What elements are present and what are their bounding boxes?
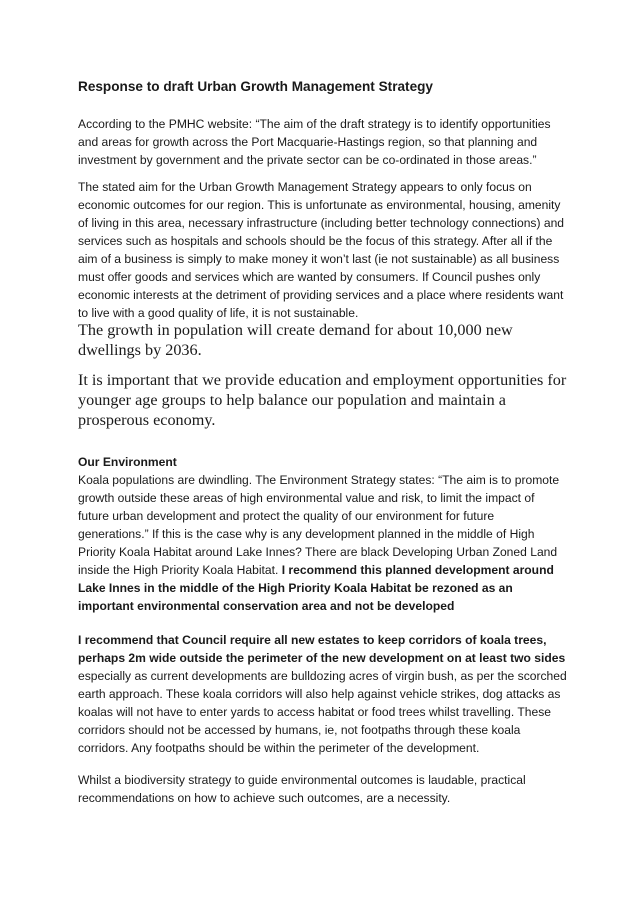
paragraph-koala-populations — [78, 471, 568, 615]
section-heading-environment: Our Environment — [78, 455, 177, 469]
paragraph-koala-corridors — [78, 631, 568, 757]
paragraph-population-growth: The growth in population will create demand for about 10,000 new dwellings by 2036. — [78, 321, 513, 359]
rezoning-recommendation: I recommend this planned development around Lake Innes in the middle of the High Priority Koala Habitat be rezoned as an important environmental conservation area and not be developed — [78, 563, 554, 613]
paragraph-education-employment: It is important that we provide education and employment opportunities for younger age groups to help balance our population and maintain a prosperous economy. — [78, 371, 567, 429]
koala-populations-text: Koala populations are dwindling. The Environment Strategy states: “The aim is to promote growth outside these areas of high environmental value and risk, to limit the impact of future urban development and protect the quality of our environment for future generations.” If this is the case why is any development planned in the middle of High Priority Koala Habitat around Lake Innes? There are black Developing Urban Zoned Land inside the High Priority Koala Habitat. — [78, 473, 560, 577]
document-title: Response to draft Urban Growth Management Strategy — [78, 79, 433, 94]
koala-corridors-text: especially as current developments are bulldozing acres of virgin bush, as per the scorched earth approach. These koala corridors will also help against vehicle strikes, dog attacks as koalas will not have to enter yards to access habitat or food trees whilst travelling. These corridors should not be accessed by humans, ie, not footpaths through these koala corridors. Any footpaths should be within the perimeter of the development. — [78, 669, 567, 755]
paragraph-biodiversity-strategy: Whilst a biodiversity strategy to guide environmental outcomes is laudable, practical recommendations on how to achieve such outcomes, are a necessity. — [78, 773, 526, 805]
corridor-recommendation: I recommend that Council require all new estates to keep corridors of koala trees, perhaps 2m wide outside the perimeter of the new development on at least two sides — [78, 633, 566, 665]
paragraph-pmhc-aim: According to the PMHC website: “The aim of the draft strategy is to identify opportunities and areas for growth across the Port Macquarie-Hastings region, so that planning and investment by government and the private sector can be co-ordinated in those areas.” — [78, 117, 551, 167]
paragraph-stated-aim: The stated aim for the Urban Growth Management Strategy appears to only focus on economic outcomes for our region. This is unfortunate as environmental, housing, amenity of living in this area, necessary infrastructure (including better technology connections) and services such as hospitals and schools should be the focus of this strategy. After all if the aim of a business is simply to make money it won’t last (ie not sustainable) as all business must offer goods and services which are wanted by consumers. If Council pushes only economic interests at the detriment of providing services and a place where residents want to live with a good quality of life, it is not sustainable. — [78, 180, 565, 320]
